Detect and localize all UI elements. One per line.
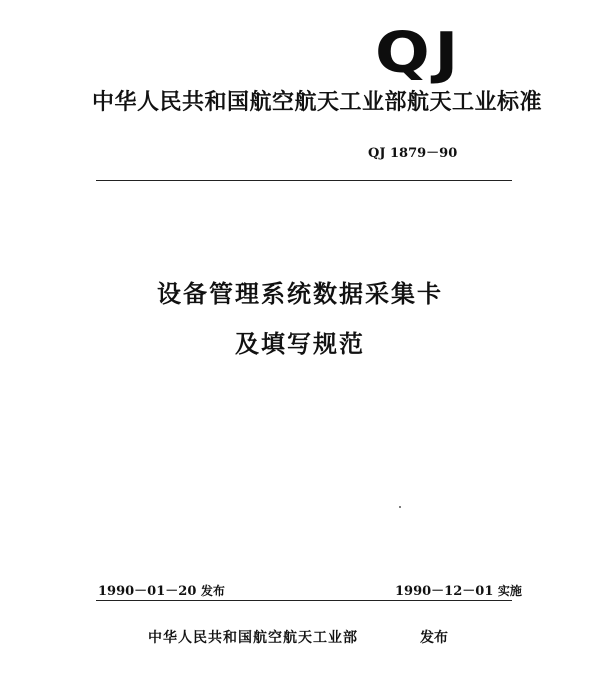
qj-logo: QJ <box>375 21 463 86</box>
issue-label: 发布 <box>200 584 225 598</box>
standard-number: QJ 1879－90 <box>368 146 458 161</box>
publisher-name: 中华人民共和国航空航天工业部 <box>148 630 358 646</box>
implement-date-row <box>395 580 522 599</box>
document-title-line-1: 设备管理系统数据采集卡 <box>157 280 443 308</box>
document-title-line-2: 及填写规范 <box>235 330 365 358</box>
issue-date-row <box>98 580 225 599</box>
implement-label: 实施 <box>497 584 522 598</box>
ministry-standard-title: 中华人民共和国航空航天工业部航天工业标准 <box>92 90 543 115</box>
publish-label: 发布 <box>420 630 448 646</box>
header-divider <box>96 180 512 181</box>
scan-speck <box>399 506 401 508</box>
implement-date: 1990－12－01 <box>395 584 494 599</box>
footer-divider <box>96 600 512 601</box>
issue-date: 1990－01－20 <box>98 584 197 599</box>
